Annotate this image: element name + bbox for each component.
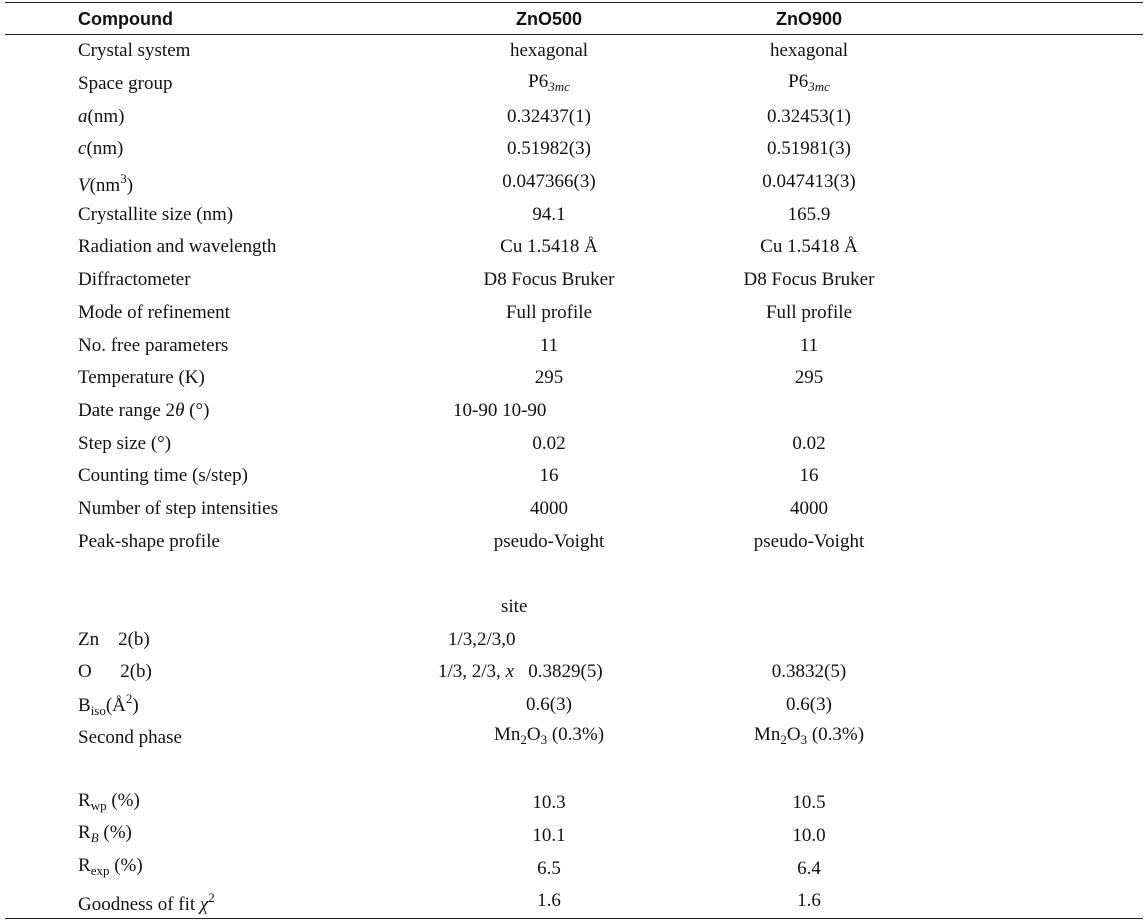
biso-row [5, 689, 1143, 722]
formula-part: (0.3%) [547, 724, 605, 746]
cell-zno900: 0.3832(5) [771, 661, 847, 683]
spacer-row [5, 754, 1143, 787]
cell-zno900: Full profile [765, 301, 853, 323]
row-label [5, 689, 395, 722]
stat-row-goodness [5, 885, 1143, 918]
table-row [5, 362, 1143, 395]
table-row [5, 329, 1143, 362]
cell-zno900: 0.32453(1) [767, 105, 851, 127]
label-unit: (nm) [86, 138, 124, 160]
table-row [5, 166, 1143, 199]
label-base: R [78, 789, 91, 811]
label-unit: (nm) [87, 105, 125, 127]
cell-zno900: D8 Focus Bruker [743, 269, 875, 291]
cell-zno500 [395, 68, 685, 101]
cell-zno500: 1/3,2/3,0 [448, 628, 516, 650]
cell-zno500: 1.6 [537, 890, 561, 912]
row-label: Second phase [78, 726, 182, 748]
row-label [5, 885, 395, 918]
cell-zno900: 6.4 [797, 857, 821, 879]
row-label [5, 166, 395, 199]
cell-zno900 [685, 68, 1143, 101]
row-label: Crystal system [78, 40, 191, 62]
cell-zno500: 4000 [530, 497, 568, 519]
row-label: Step size (°) [78, 432, 172, 454]
label-var: V [78, 174, 90, 196]
atom-name: O [78, 661, 92, 683]
stat-row-rwp [5, 787, 1143, 820]
refinement-table [5, 2, 1143, 919]
header-zno500: ZnO500 [515, 8, 583, 29]
atom-name: Zn [78, 628, 100, 650]
label-sub: iso [90, 703, 106, 719]
label-base: Goodness of fit [78, 893, 200, 915]
label-unit: (Å [105, 695, 126, 717]
label-post: (%) [106, 789, 140, 811]
cell-zno900: 16 [799, 465, 819, 487]
table-row [5, 493, 1143, 526]
label-sub: B [90, 830, 99, 846]
label-var: c [78, 138, 87, 160]
table-row [5, 525, 1143, 558]
cell-zno900: 4000 [790, 497, 828, 519]
cell-zno900: pseudo-Voight [753, 530, 865, 552]
space-group-sub: 3mc [548, 78, 570, 94]
cell-zno500: 0.32437(1) [507, 105, 591, 127]
stat-row-rb [5, 820, 1143, 853]
row-label: Peak-shape profile [78, 530, 220, 552]
cell-zno500: 0.51982(3) [507, 138, 591, 160]
label-var: a [78, 105, 88, 127]
formula-part: (0.3%) [807, 724, 865, 746]
position-pre: 1/3, 2/3, [438, 661, 506, 683]
table-row [5, 68, 1143, 101]
cell-zno500: hexagonal [509, 40, 589, 62]
cell-zno500 [395, 656, 685, 689]
label-sub: wp [90, 797, 107, 813]
table-row [5, 427, 1143, 460]
table-row [5, 100, 1143, 133]
label-unit: (nm [89, 174, 121, 196]
row-label: Temperature (K) [78, 367, 205, 389]
second-phase-row [5, 721, 1143, 754]
position-var: x [505, 661, 514, 683]
cell-zno500: 10-90 10-90 [453, 399, 547, 421]
label-sup: 3 [120, 170, 127, 186]
label-post: (%) [109, 855, 143, 877]
cell-zno900: 10.0 [792, 824, 826, 846]
cell-zno500: Full profile [505, 301, 593, 323]
cell-zno500: 6.5 [537, 857, 561, 879]
row-label [5, 852, 395, 885]
site-header: site [501, 596, 528, 618]
position-value: 0.3829(5) [528, 661, 603, 683]
row-label: No. free parameters [78, 334, 229, 356]
row-label [5, 820, 395, 853]
row-label: Number of step intensities [78, 497, 278, 519]
table-row [5, 264, 1143, 297]
formula-part: Mn [493, 724, 521, 746]
row-label [5, 100, 395, 133]
label-close: ) [126, 174, 134, 196]
row-label: Mode of refinement [78, 301, 230, 323]
space-group-base: P6 [788, 70, 809, 92]
cell-zno900 [685, 395, 1143, 428]
space-group-sub: 3mc [808, 78, 830, 94]
cell-zno500: D8 Focus Bruker [483, 269, 615, 291]
site-row-o [5, 656, 1143, 689]
row-label: Radiation and wavelength [78, 236, 277, 258]
space-group-base: P6 [528, 70, 549, 92]
cell-zno900: 10.5 [792, 792, 826, 814]
row-label: Space group [78, 73, 173, 95]
row-label: Crystallite size (nm) [78, 203, 234, 225]
table-row [5, 395, 1143, 428]
row-label [5, 623, 395, 656]
cell-zno900: 0.047413(3) [762, 171, 856, 193]
label-var: χ [199, 893, 209, 915]
label-sub: exp [90, 863, 110, 879]
label-base: B [78, 695, 91, 717]
formula-part: Mn [753, 724, 781, 746]
formula-part: O [526, 724, 541, 746]
stat-row-rexp [5, 852, 1143, 885]
cell-zno500 [395, 721, 685, 754]
cell-zno900: Cu 1.5418 Å [760, 236, 858, 258]
label-close: ) [132, 695, 139, 717]
table-row [5, 297, 1143, 330]
site-header-row [5, 591, 1143, 624]
cell-zno500: 16 [539, 465, 559, 487]
row-label [5, 656, 395, 689]
label-sup: 2 [208, 889, 215, 905]
header-row [5, 3, 1143, 35]
label-sup: 2 [125, 691, 133, 707]
cell-zno900 [685, 721, 1143, 754]
cell-zno500: 11 [539, 334, 559, 356]
row-label [5, 787, 395, 820]
header-zno900: ZnO900 [775, 8, 843, 29]
table-row [5, 35, 1143, 68]
wyckoff-position: 2(b) [120, 661, 152, 683]
cell-zno900: 0.51981(3) [767, 138, 851, 160]
formula-sub: 2 [780, 732, 787, 748]
cell-zno900 [685, 623, 1143, 656]
label-var: θ [175, 399, 185, 421]
formula-sub: 3 [540, 732, 548, 748]
cell-zno900: 0.02 [792, 432, 826, 454]
cell-zno500: Cu 1.5418 Å [500, 236, 598, 258]
row-label: Counting time (s/step) [78, 465, 248, 487]
label-post: (°) [184, 399, 210, 421]
label-pre: Date range 2 [78, 399, 176, 421]
spacer-row [5, 558, 1143, 591]
formula-sub: 3 [800, 732, 808, 748]
label-base: R [78, 822, 91, 844]
cell-zno500: 0.02 [532, 432, 566, 454]
label-base: R [78, 855, 91, 877]
cell-zno900: 165.9 [787, 203, 831, 225]
wyckoff-position: 2(b) [118, 628, 150, 650]
cell-zno500: 94.1 [532, 203, 566, 225]
row-label [5, 395, 395, 428]
table-row [5, 460, 1143, 493]
table-row [5, 198, 1143, 231]
row-label: Diffractometer [78, 269, 191, 291]
cell-zno900: hexagonal [769, 40, 849, 62]
cell-zno900: 1.6 [797, 890, 821, 912]
cell-zno500: 295 [534, 367, 564, 389]
cell-zno500: pseudo-Voight [493, 530, 605, 552]
cell-zno500: 10.1 [532, 824, 566, 846]
label-post: (%) [98, 822, 132, 844]
table-row [5, 133, 1143, 166]
site-row-zn [5, 623, 1143, 656]
cell-zno900: 11 [799, 334, 819, 356]
refinement-table-container [5, 2, 1143, 919]
cell-zno500: 10.3 [532, 792, 566, 814]
formula-part: O [786, 724, 801, 746]
formula-sub: 2 [520, 732, 527, 748]
cell-zno900: 295 [794, 367, 824, 389]
cell-zno900: 0.6(3) [786, 694, 832, 716]
table-row [5, 231, 1143, 264]
header-compound: Compound [78, 8, 173, 29]
cell-zno500: 0.6(3) [526, 694, 572, 716]
cell-zno500: 0.047366(3) [502, 171, 596, 193]
row-label [5, 133, 395, 166]
